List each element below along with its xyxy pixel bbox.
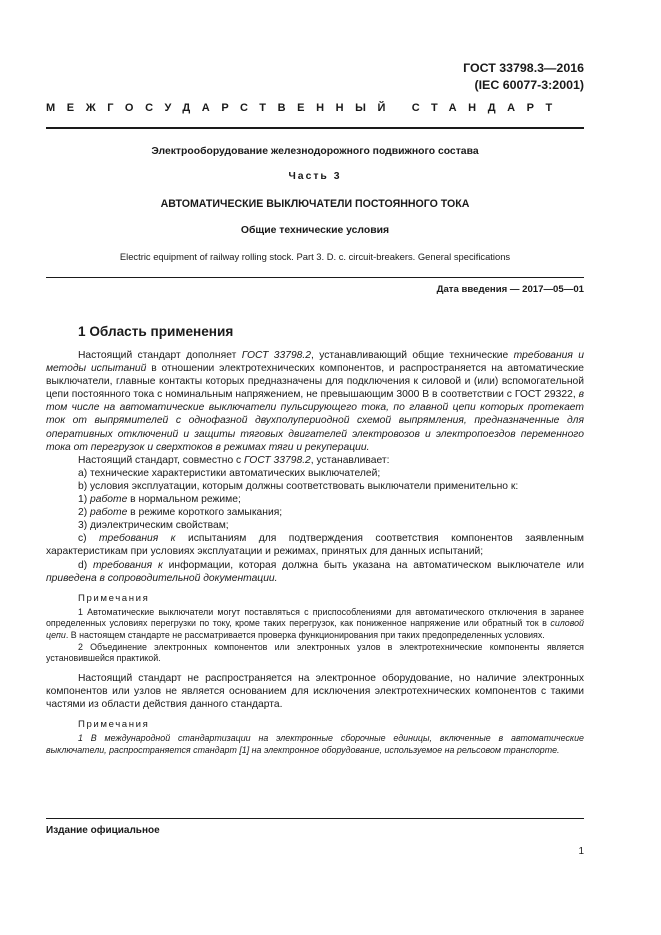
standard-banner: МЕЖГОСУДАРСТВЕННЫЙ СТАНДАРТ (46, 102, 564, 114)
list-item-3: 3) диэлектрическим свойствам; (78, 520, 229, 532)
notes-heading-2: Примечания (78, 719, 150, 731)
notes-heading: Примечания (78, 592, 150, 604)
standard-code: ГОСТ 33798.3—2016 (463, 61, 584, 75)
edition-label: Издание официальное (46, 825, 160, 836)
english-title: Electric equipment of railway rolling stock. Part 3. D. c. circuit-breakers. General specifications (119, 251, 511, 262)
intro-date: Дата введения — 2017—05—01 (436, 284, 584, 295)
document-identifier (463, 60, 584, 94)
paragraph-2: Настоящий стандарт, совместно с ГОСТ 33798.2, устанавливает: (78, 454, 390, 466)
document-page (46, 0, 584, 935)
note-2: 2 Объединение электронных компонентов или электронных узлов в электротехнические компоненты является установившейся практикой. (46, 641, 584, 664)
footer-rule (46, 818, 584, 819)
list-item-2: 2) работе в режиме короткого замыкания; (78, 507, 283, 519)
list-item-c: c) требования к испытаниям для подтверждения соответствия компонентов заявленным характеристикам при условиях эксплуатации и режимах, принятых для данных испытаний; (46, 533, 584, 558)
note-1: 1 Автоматические выключатели могут поставляться с приспособлениями для автоматического отключения в заранее определенных условиях перегрузки по току, кроме таких перегрузок, как пониженное напряжение или обратный ток в силовой цепи. В настоящем стандарте не рассматривается проверка функционирования при таких предопределенных условиях. (46, 606, 584, 640)
main-title: АВТОМАТИЧЕСКИЕ ВЫКЛЮЧАТЕЛИ ПОСТОЯННОГО ТОКА (160, 198, 470, 210)
page-number: 1 (578, 846, 584, 857)
iec-code: (IEC 60077-3:2001) (474, 78, 584, 92)
section-body (46, 349, 584, 756)
list-item-1: 1) работе в нормальном режиме; (78, 494, 241, 506)
title-rule (46, 277, 584, 278)
note-3: 1 В международной стандартизации на электронные сборочные единицы, включенные в автоматические выключатели, распространяется стандарт [1] на электронное оборудование, используемое на рельсовом транспорте. (46, 733, 584, 755)
list-item-d: d) требования к информации, которая должна быть указана на автоматическом выключателе или приведена в сопроводительной документации. (46, 559, 584, 584)
paragraph-3: Настоящий стандарт не распространяется на электронное оборудование, но наличие электронных компонентов или узлов не является основанием для исключения электротехнических компонентов с такими частями из области действия данного стандарта. (46, 672, 584, 710)
banner-rule (46, 127, 584, 129)
list-item-a: a) технические характеристики автоматических выключателей; (78, 467, 381, 479)
spec-title: Общие технические условия (240, 225, 390, 236)
list-item-b: b) условия эксплуатации, которым должны соответствовать выключатели применительно к: (78, 480, 519, 492)
general-title: Электрооборудование железнодорожного подвижного состава (151, 146, 479, 157)
part-title: Часть 3 (288, 171, 342, 182)
section-heading: 1 Область применения (78, 324, 234, 339)
paragraph-1: Настоящий стандарт дополняет ГОСТ 33798.2, устанавливающий общие технические требования и методы испытаний в отношении электротехнических компонентов, и распространяется на автоматические выключатели, главные контакты которых предназначены для подключения к силовой и (или) вспомогательной цепи постоянного тока с номинальным напряжением, не превышающим 3000 В в соответствии с ГОСТ 29322, в том числе на автоматические выключатели пульсирующего тока, по главной цепи которых протекает ток от выпрямителей с однофазной двухполупериодной схемой выпрямления, предназначенные для оперативных отключений и защиты тяговых двигателей электровозов и электропоездов переменного тока от перегрузок и сверхтоков в режимах тяги и рекуперации. (46, 350, 584, 453)
